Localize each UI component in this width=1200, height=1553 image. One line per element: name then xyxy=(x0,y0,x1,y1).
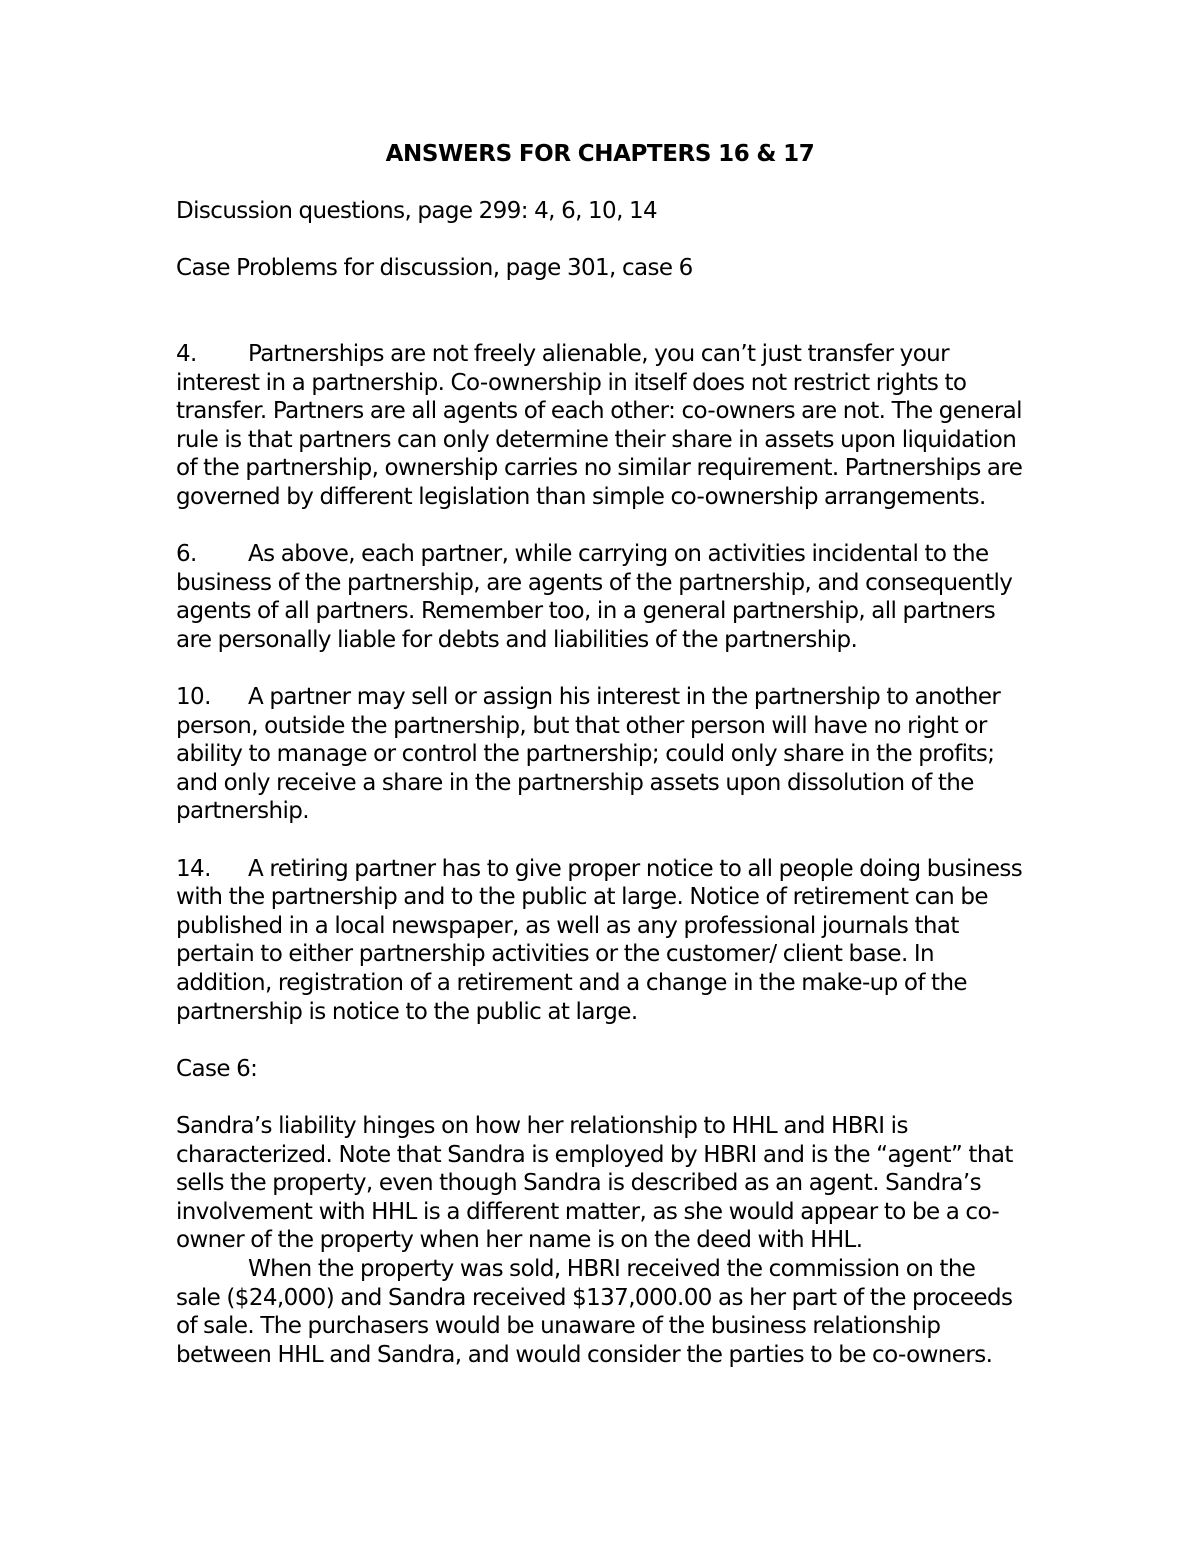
spacer xyxy=(176,311,1024,340)
answer-number: 4. xyxy=(176,340,197,367)
answer-text: Partnerships are not freely alienable, you can’t just transfer your interest in a partnership. Co-ownership in itself does not restrict rights to transfer. Partners are all agents of each other: co-owners are not. The general rule is that partners can only determine their share in assets upon liquidation of the partnership, ownership carries no similar requirement. Partnerships are governed by different legislation than simple co-ownership arrangements. xyxy=(176,340,1023,510)
document-title: ANSWERS FOR CHAPTERS 16 & 17 xyxy=(385,141,815,167)
answer-number: 10. xyxy=(176,684,211,711)
answer-14 xyxy=(176,855,1024,1027)
answer-10 xyxy=(176,683,1024,826)
answer-number: 14. xyxy=(176,855,211,882)
document-page xyxy=(176,140,1024,1369)
case-paragraph: Sandra’s liability hinges on how her relationship to HHL and HBRI is characterized. Note that Sandra is employed by HBRI and is the “agent” that sells the property, even though Sandra is described as an agent. Sandra’s involvement with HHL is a different matter, as she would appear to be a co-owner of the property when her name is on the deed with HHL. xyxy=(176,1113,1013,1254)
case-problems-line: Case Problems for discussion, page 301, case 6 xyxy=(176,254,693,281)
discussion-questions-line: Discussion questions, page 299: 4, 6, 10, 14 xyxy=(176,197,658,224)
case-heading: Case 6: xyxy=(176,1055,258,1082)
answer-4 xyxy=(176,340,1024,512)
case-paragraph: When the property was sold, HBRI received the commission on the sale ($24,000) and Sandra received $137,000.00 as her part of the proceeds of sale. The purchasers would be unaware of the business relationship between HHL and Sandra, and would consider the parties to be co-owners. xyxy=(176,1255,1013,1368)
answer-6 xyxy=(176,540,1024,654)
answer-number: 6. xyxy=(176,541,197,568)
answer-text: A partner may sell or assign his interest in the partnership to another person, outside the partnership, but that other person will have no right or ability to manage or control the partnership; could only share in the profits; and only receive a share in the partnership assets upon dissolution of the partnership. xyxy=(176,684,1001,825)
answer-text: As above, each partner, while carrying on activities incidental to the business of the partnership, are agents of the partnership, and consequently agents of all partners. Remember too, in a general partnership, all partners are personally liable for debts and liabilities of the partnership. xyxy=(176,541,1013,653)
answer-text: A retiring partner has to give proper notice to all people doing business with the partnership and to the public at large. Notice of retirement can be published in a local newspaper, as well as any professional journals that pertain to either partnership activities or the customer/ client base. In addition, registration of a retirement and a change in the make-up of the partnership is notice to the public at large. xyxy=(176,855,1023,1025)
